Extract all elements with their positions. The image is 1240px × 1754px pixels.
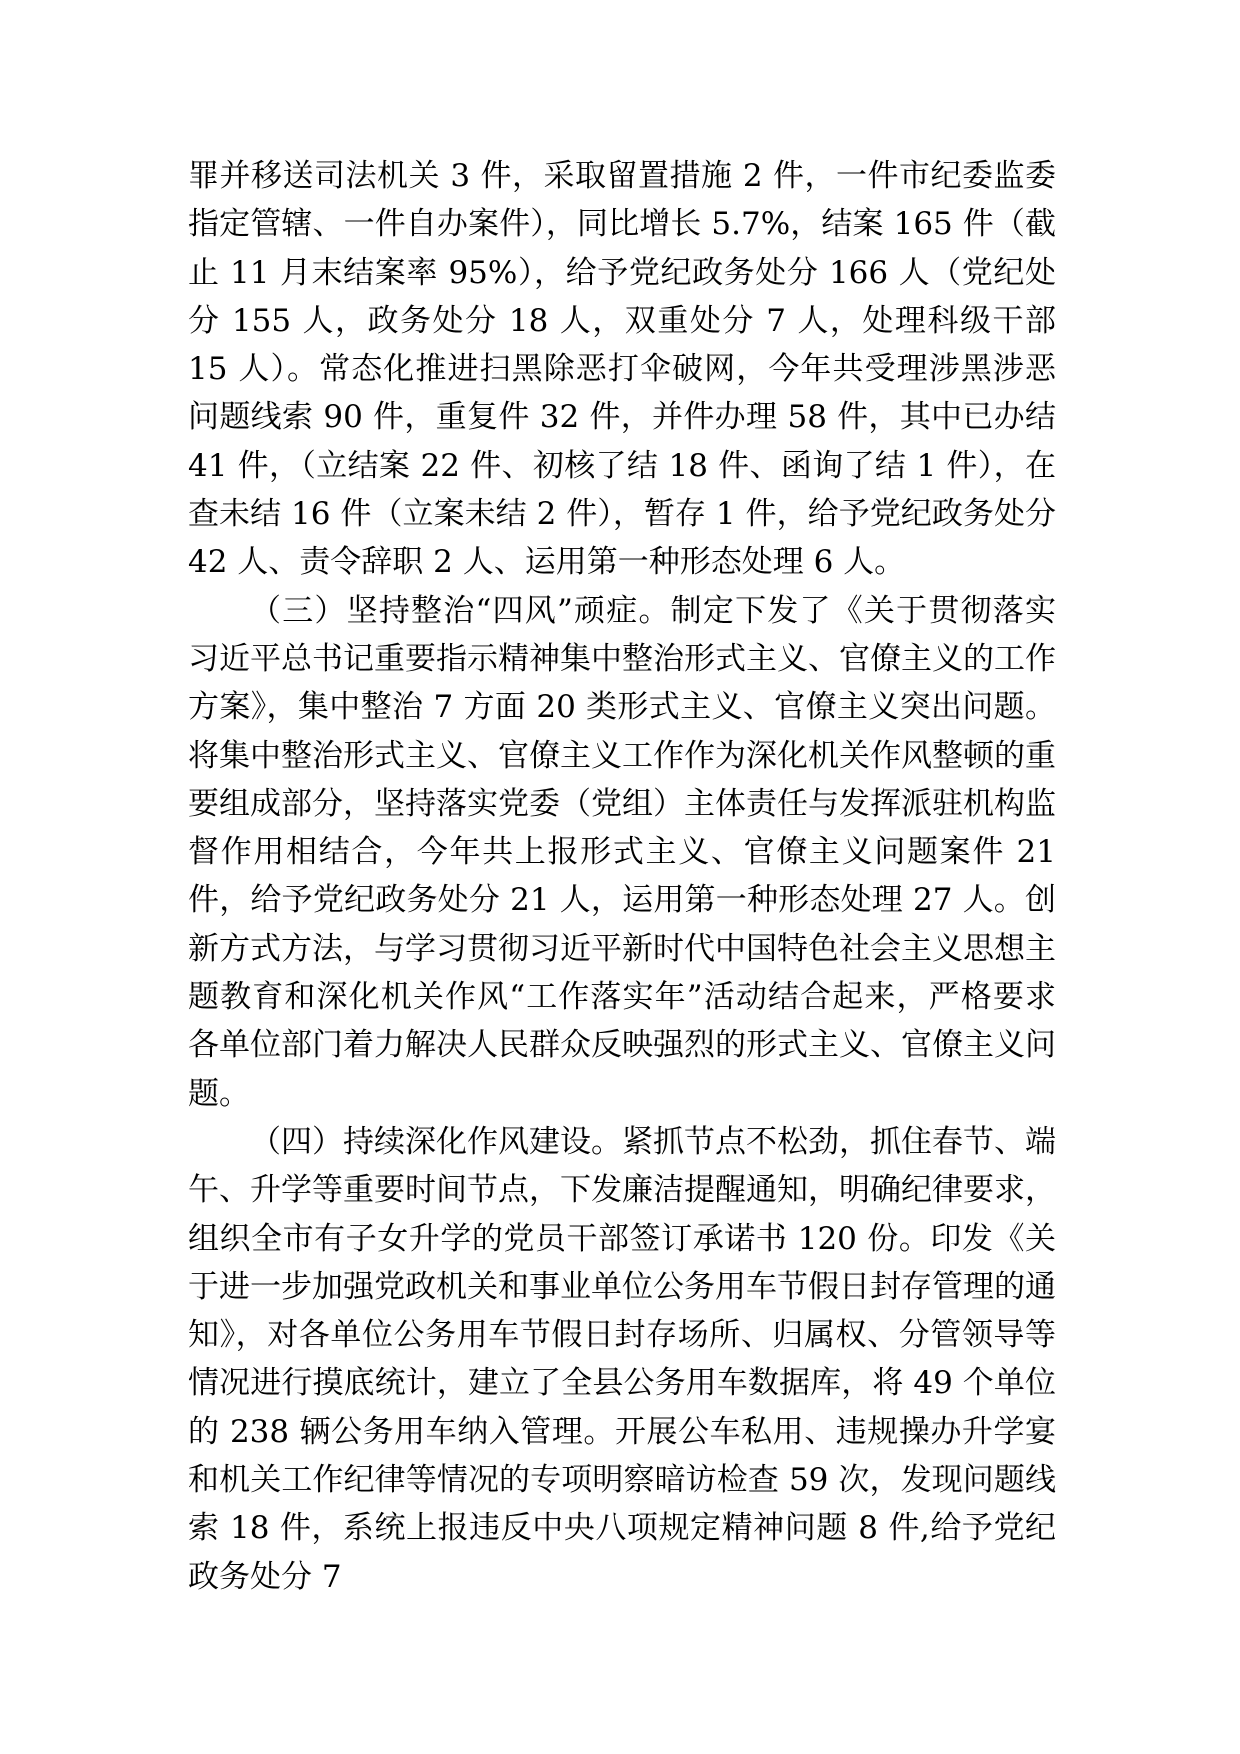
paragraph-case-statistics: 罪并移送司法机关 3 件，采取留置措施 2 件，一件市纪委监委指定管辖、一件自办案件），同比增长 5.7%，结案 165 件（截止 11 月末结案率 95%），给予党纪政务处分 166 人（党纪处分 155 人，政务处分 18 人，双重处分 7 人，处理科级干部 15 人）。常态化推进扫黑除恶打伞破网，今年共受理涉黑涉恶问题线索 90 件，重复件 32 件，并件办理 58 件，其中已办结 41 件，（立结案 22 件、初核了结 18 件、函询了结 1 件），在查未结 16 件（立案未结 2 件），暂存 1 件，给予党纪政务处分 42 人、责令辞职 2 人、运用第一种形态处理 6 人。	[188, 158, 1056, 581]
paragraph-work-style: （四）持续深化作风建设。紧抓节点不松劲，抓住春节、端午、升学等重要时间节点，下发廉洁提醒通知，明确纪律要求，组织全市有子女升学的党员干部签订承诺书 120 份。印发《关于进一步加强党政机关和事业单位公务用车节假日封存管理的通知》，对各单位公务用车节假日封存场所、归属权、分管领导等情况进行摸底统计，建立了全县公务用车数据库，将 49 个单位的 238 辆公务用车纳入管理。开展公车私用、违规操办升学宴和机关工作纪律等情况的专项明察暗访检查 59 次，发现问题线索 18 件，系统上报违反中央八项规定精神问题 8 件,给予党纪政务处分 7	[188, 1123, 1056, 1595]
paragraph-four-styles: （三）坚持整治“四风”顽症。制定下发了《关于贯彻落实习近平总书记重要指示精神集中整治形式主义、官僚主义的工作方案》，集中整治 7 方面 20 类形式主义、官僚主义突出问题。将集中整治形式主义、官僚主义工作作为深化机关作风整顿的重要组成部分，坚持落实党委（党组）主体责任与发挥派驻机构监督作用相结合，今年共上报形式主义、官僚主义问题案件 21 件，给予党纪政务处分 21 人，运用第一种形态处理 27 人。创新方式方法，与学习贯彻习近平新时代中国特色社会主义思想主题教育和深化机关作风“工作落实年”活动结合起来，严格要求各单位部门着力解决人民群众反映强烈的形式主义、官僚主义问题。	[188, 592, 1056, 1112]
document-body	[188, 152, 1056, 1601]
